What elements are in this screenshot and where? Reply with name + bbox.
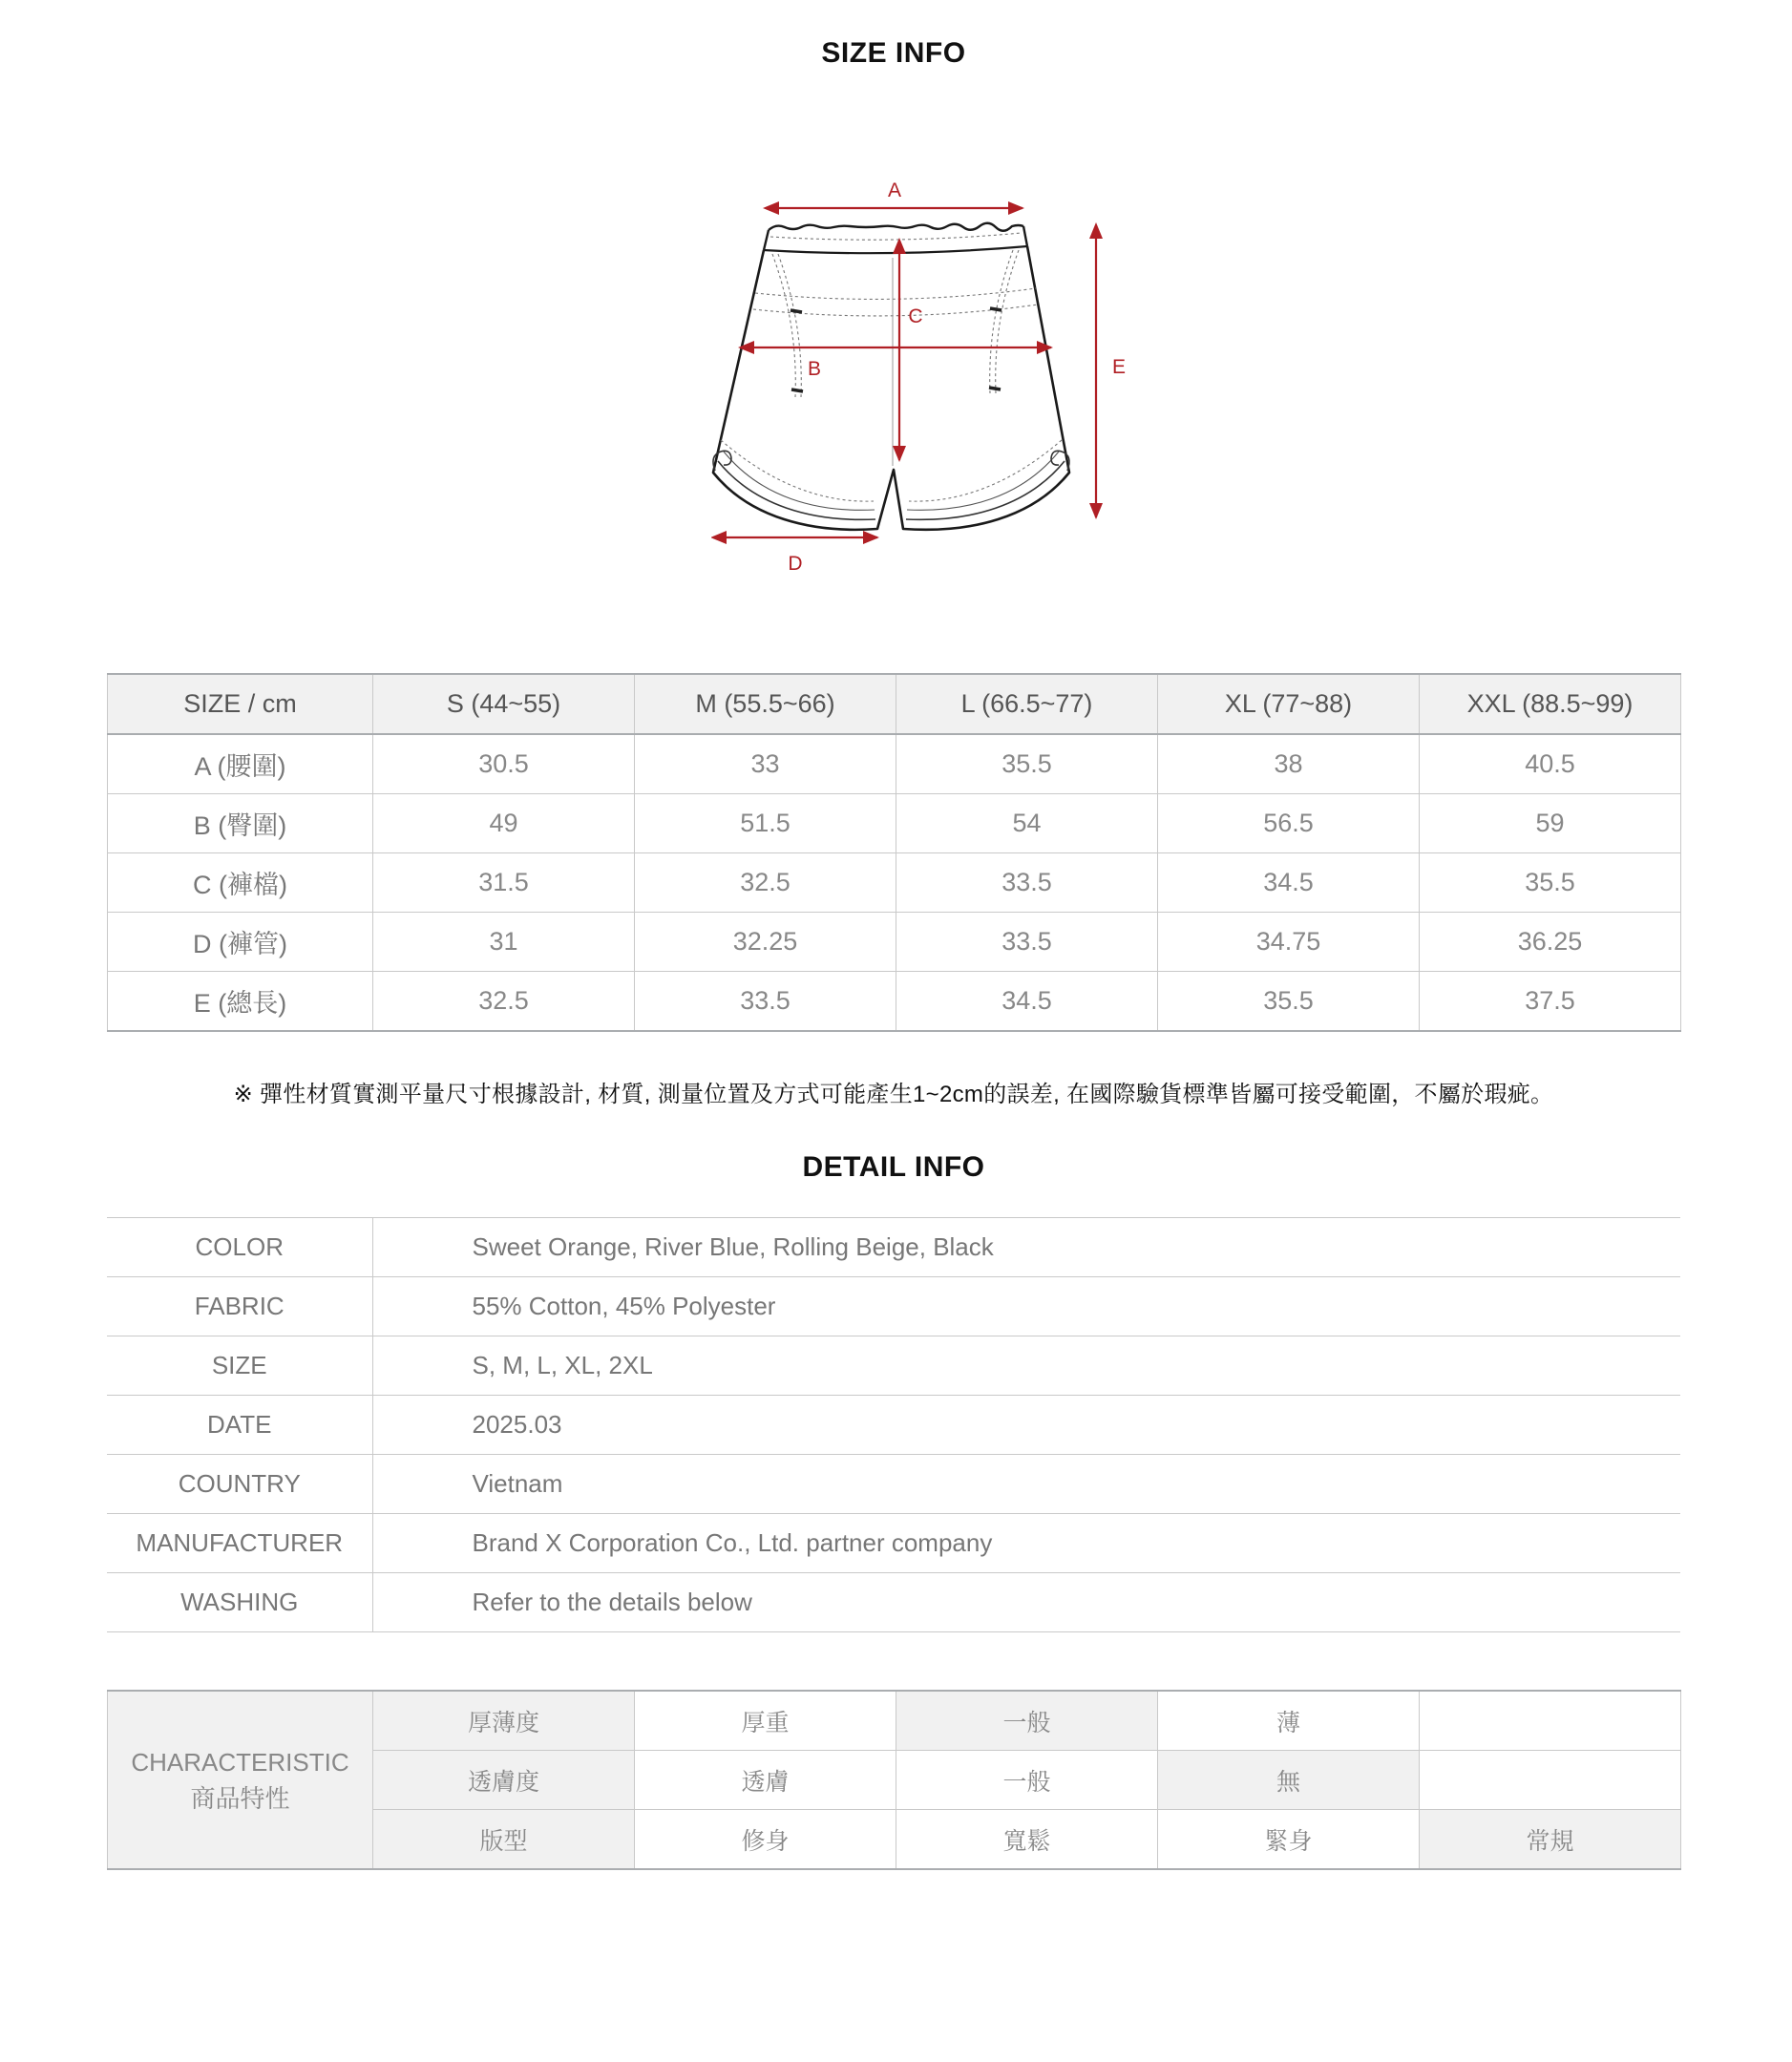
detail-row-fabric xyxy=(107,1277,1680,1336)
size-col-xl: XL (77~88) xyxy=(1158,674,1420,734)
cell: 59 xyxy=(1420,794,1681,853)
cell: 49 xyxy=(373,794,635,853)
cell: 38 xyxy=(1158,734,1420,794)
detail-label: WASHING xyxy=(107,1573,372,1632)
cell: 54 xyxy=(896,794,1158,853)
detail-row-size xyxy=(107,1336,1680,1396)
detail-label: FABRIC xyxy=(107,1277,372,1336)
detail-value: 55% Cotton, 45% Polyester xyxy=(472,1292,776,1320)
row-label: C (褲檔) xyxy=(108,853,373,913)
cell: 32.5 xyxy=(635,853,896,913)
measure-label-d: D xyxy=(788,553,803,575)
char-option: 寬鬆 xyxy=(896,1810,1158,1870)
shorts-pocket-ticks xyxy=(791,308,1001,391)
cell: 34.75 xyxy=(1158,913,1420,972)
char-option: 厚重 xyxy=(635,1691,896,1751)
detail-info-title: DETAIL INFO xyxy=(802,1151,985,1183)
detail-value: Refer to the details below xyxy=(472,1588,752,1616)
detail-value: S, M, L, XL, 2XL xyxy=(472,1351,653,1379)
char-option: 透膚 xyxy=(635,1751,896,1810)
cell: 33.5 xyxy=(635,972,896,1032)
cell: 32.5 xyxy=(373,972,635,1032)
table-row xyxy=(108,853,1681,913)
shorts-outline xyxy=(713,223,1069,530)
cell: 34.5 xyxy=(896,972,1158,1032)
cell: 36.25 xyxy=(1420,913,1681,972)
shorts-hem-detail xyxy=(713,451,1069,519)
detail-value: 2025.03 xyxy=(472,1410,562,1439)
cell: 35.5 xyxy=(1420,853,1681,913)
size-chart-table xyxy=(107,673,1681,1032)
size-col-s: S (44~55) xyxy=(373,674,635,734)
table-row xyxy=(108,734,1681,794)
char-option xyxy=(1420,1751,1681,1810)
cell: 33.5 xyxy=(896,913,1158,972)
detail-label: COLOR xyxy=(107,1218,372,1277)
detail-row-manufacturer xyxy=(107,1514,1680,1573)
char-option xyxy=(1420,1691,1681,1751)
cell: 56.5 xyxy=(1158,794,1420,853)
size-chart-header-row xyxy=(108,674,1681,734)
char-label-sheerness: 透膚度 xyxy=(373,1751,635,1810)
cell: 32.25 xyxy=(635,913,896,972)
measure-label-a: A xyxy=(887,179,902,201)
size-col-xxl: XXL (88.5~99) xyxy=(1420,674,1681,734)
detail-label: MANUFACTURER xyxy=(107,1514,372,1573)
detail-row-country xyxy=(107,1455,1680,1514)
row-label: A (腰圍) xyxy=(108,734,373,794)
detail-value: Brand X Corporation Co., Ltd. partner company xyxy=(472,1528,993,1557)
cell: 33.5 xyxy=(896,853,1158,913)
cell: 33 xyxy=(635,734,896,794)
size-chart-corner-cell: SIZE / cm xyxy=(108,674,373,734)
char-label-thickness: 厚薄度 xyxy=(373,1691,635,1751)
table-row xyxy=(108,913,1681,972)
shorts-stitch-lines xyxy=(721,233,1062,501)
measurement-tolerance-note: ※ 彈性材質實測平量尺寸根據設計, 材質, 測量位置及方式可能產生1~2cm的誤差, 在國際驗貨標準皆屬可接受範圍，不屬於瑕疵。 xyxy=(233,1082,1554,1107)
product-info-page xyxy=(107,0,1680,1870)
table-row xyxy=(108,794,1681,853)
shorts-diagram-svg xyxy=(711,143,1141,578)
size-col-l: L (66.5~77) xyxy=(896,674,1158,734)
cell: 40.5 xyxy=(1420,734,1681,794)
characteristic-title-en: CHARACTERISTIC xyxy=(131,1747,349,1777)
detail-label: COUNTRY xyxy=(107,1455,372,1514)
detail-row-washing xyxy=(107,1573,1680,1632)
detail-label: DATE xyxy=(107,1396,372,1455)
detail-row-color xyxy=(107,1218,1680,1277)
char-option-selected: 一般 xyxy=(896,1691,1158,1751)
char-option: 修身 xyxy=(635,1810,896,1870)
shorts-measurement-diagram xyxy=(107,143,1680,578)
row-label: B (臀圍) xyxy=(108,794,373,853)
cell: 31.5 xyxy=(373,853,635,913)
table-row xyxy=(108,972,1681,1032)
char-option-selected: 無 xyxy=(1158,1751,1420,1810)
detail-value: Vietnam xyxy=(472,1469,563,1498)
char-option: 緊身 xyxy=(1158,1810,1420,1870)
char-row-thickness xyxy=(108,1691,1681,1751)
cell: 31 xyxy=(373,913,635,972)
measure-label-c: C xyxy=(908,305,923,327)
detail-label: SIZE xyxy=(107,1336,372,1396)
row-label: E (總長) xyxy=(108,972,373,1032)
characteristic-table xyxy=(107,1690,1681,1870)
cell: 34.5 xyxy=(1158,853,1420,913)
detail-row-date xyxy=(107,1396,1680,1455)
cell: 51.5 xyxy=(635,794,896,853)
detail-info-table xyxy=(107,1217,1680,1632)
characteristic-title-zh: 商品特性 xyxy=(190,1783,290,1813)
measure-label-b: B xyxy=(807,358,822,380)
cell: 37.5 xyxy=(1420,972,1681,1032)
characteristic-header-cell xyxy=(108,1691,373,1869)
char-label-fit: 版型 xyxy=(373,1810,635,1870)
char-option: 一般 xyxy=(896,1751,1158,1810)
measure-label-e: E xyxy=(1111,356,1127,378)
cell: 30.5 xyxy=(373,734,635,794)
char-option-selected: 常規 xyxy=(1420,1810,1681,1870)
row-label: D (褲管) xyxy=(108,913,373,972)
cell: 35.5 xyxy=(896,734,1158,794)
size-col-m: M (55.5~66) xyxy=(635,674,896,734)
cell: 35.5 xyxy=(1158,972,1420,1032)
detail-value: Sweet Orange, River Blue, Rolling Beige, Black xyxy=(472,1232,994,1261)
char-option: 薄 xyxy=(1158,1691,1420,1751)
size-info-title: SIZE INFO xyxy=(821,37,966,69)
